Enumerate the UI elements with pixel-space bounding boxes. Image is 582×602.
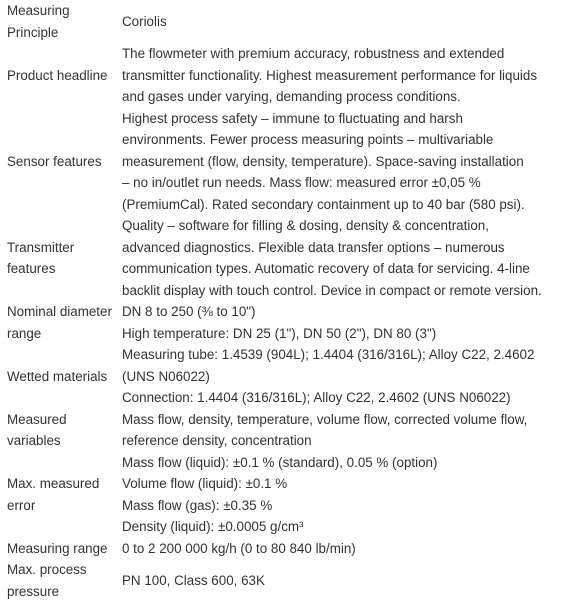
spec-value <box>122 215 577 301</box>
spec-row <box>7 215 577 301</box>
spec-row <box>7 452 577 538</box>
spec-value <box>122 301 577 344</box>
spec-value <box>122 0 577 43</box>
spec-value-line: High temperature: DN 25 (1"), DN 50 (2"), DN 80 (3") <box>122 325 437 341</box>
spec-value-line: DN 8 to 250 (⅜ to 10") <box>122 304 256 319</box>
spec-value-line: Connection: 1.4404 (316/316L); Alloy C22, 2.4602 (UNS N06022) <box>122 390 511 405</box>
spec-row <box>7 43 577 108</box>
spec-table-body <box>7 0 577 602</box>
spec-row <box>7 301 577 344</box>
spec-label: Measured variables <box>7 411 67 448</box>
spec-row <box>7 108 577 216</box>
spec-value-line: Quality – software for filling & dosing, density & concentration, <box>122 218 489 233</box>
spec-label: Transmitter features <box>7 239 75 276</box>
spec-value-line: 0 to 2 200 000 kg/h (0 to 80 840 lb/min) <box>122 540 356 556</box>
spec-value <box>122 409 577 452</box>
spec-row <box>7 538 577 560</box>
spec-value-line: Density (liquid): ±0.0005 g/cm³ <box>122 519 304 534</box>
spec-label: Max. measured error <box>7 476 100 513</box>
spec-row <box>7 409 577 452</box>
spec-value-line: Mass flow (gas): ±0.35 % <box>122 497 273 513</box>
spec-value-line: (UNS N06022) <box>122 368 210 384</box>
spec-value-line: Measuring tube: 1.4539 (904L); 1.4404 (316/316L); Alloy C22, 2.4602 <box>122 347 535 362</box>
spec-label: Product headline <box>7 67 108 83</box>
spec-value-line: PN 100, Class 600, 63K <box>122 572 265 588</box>
spec-label: Measuring Principle <box>7 3 70 40</box>
spec-label: Measuring range <box>7 540 108 556</box>
spec-value <box>122 43 577 108</box>
spec-value-line: Mass flow, density, temperature, volume flow, corrected volume flow, <box>122 411 528 427</box>
spec-value-line: advanced diagnostics. Flexible data transfer options – numerous <box>122 239 505 255</box>
spec-value-line: transmitter functionality. Highest measurement performance for liquids <box>122 67 538 83</box>
spec-label: Max. process pressure <box>7 562 87 599</box>
spec-value-line: reference density, concentration <box>122 433 312 448</box>
spec-row <box>7 0 577 43</box>
spec-value-line: Highest process safety – immune to fluctuating and harsh <box>122 110 463 126</box>
spec-table <box>7 0 577 602</box>
spec-value-line: The flowmeter with premium accuracy, robustness and extended <box>122 46 505 61</box>
spec-value <box>122 559 577 602</box>
spec-row <box>7 344 577 409</box>
spec-value <box>122 538 577 560</box>
spec-value-line: – no in/outlet run needs. Mass flow: measured error ±0,05 % <box>122 175 481 190</box>
spec-value-line: and gases under varying, demanding process conditions. <box>122 89 461 104</box>
spec-value-line: (PremiumCal). Rated secondary containment up to 40 bar (580 psi). <box>122 196 525 212</box>
spec-row <box>7 559 577 602</box>
spec-value-line: Volume flow (liquid): ±0.1 % <box>122 476 288 491</box>
spec-value-line: backlit display with touch control. Device in compact or remote version. <box>122 282 542 298</box>
spec-value <box>122 108 577 216</box>
spec-value <box>122 452 577 538</box>
spec-value-line: environments. Fewer process measuring points – multivariable <box>122 132 494 147</box>
spec-label: Sensor features <box>7 153 102 169</box>
spec-value-line: Coriolis <box>122 13 167 29</box>
spec-label: Wetted materials <box>7 368 108 384</box>
spec-value-line: measurement (flow, density, temperature). Space‐saving installation <box>122 153 524 169</box>
spec-value-line: communication types. Automatic recovery of data for servicing. 4‐line <box>122 261 530 276</box>
spec-label: Nominal diameter range <box>7 304 112 341</box>
spec-value <box>122 344 577 409</box>
spec-value-line: Mass flow (liquid): ±0.1 % (standard), 0.05 % (option) <box>122 454 438 470</box>
